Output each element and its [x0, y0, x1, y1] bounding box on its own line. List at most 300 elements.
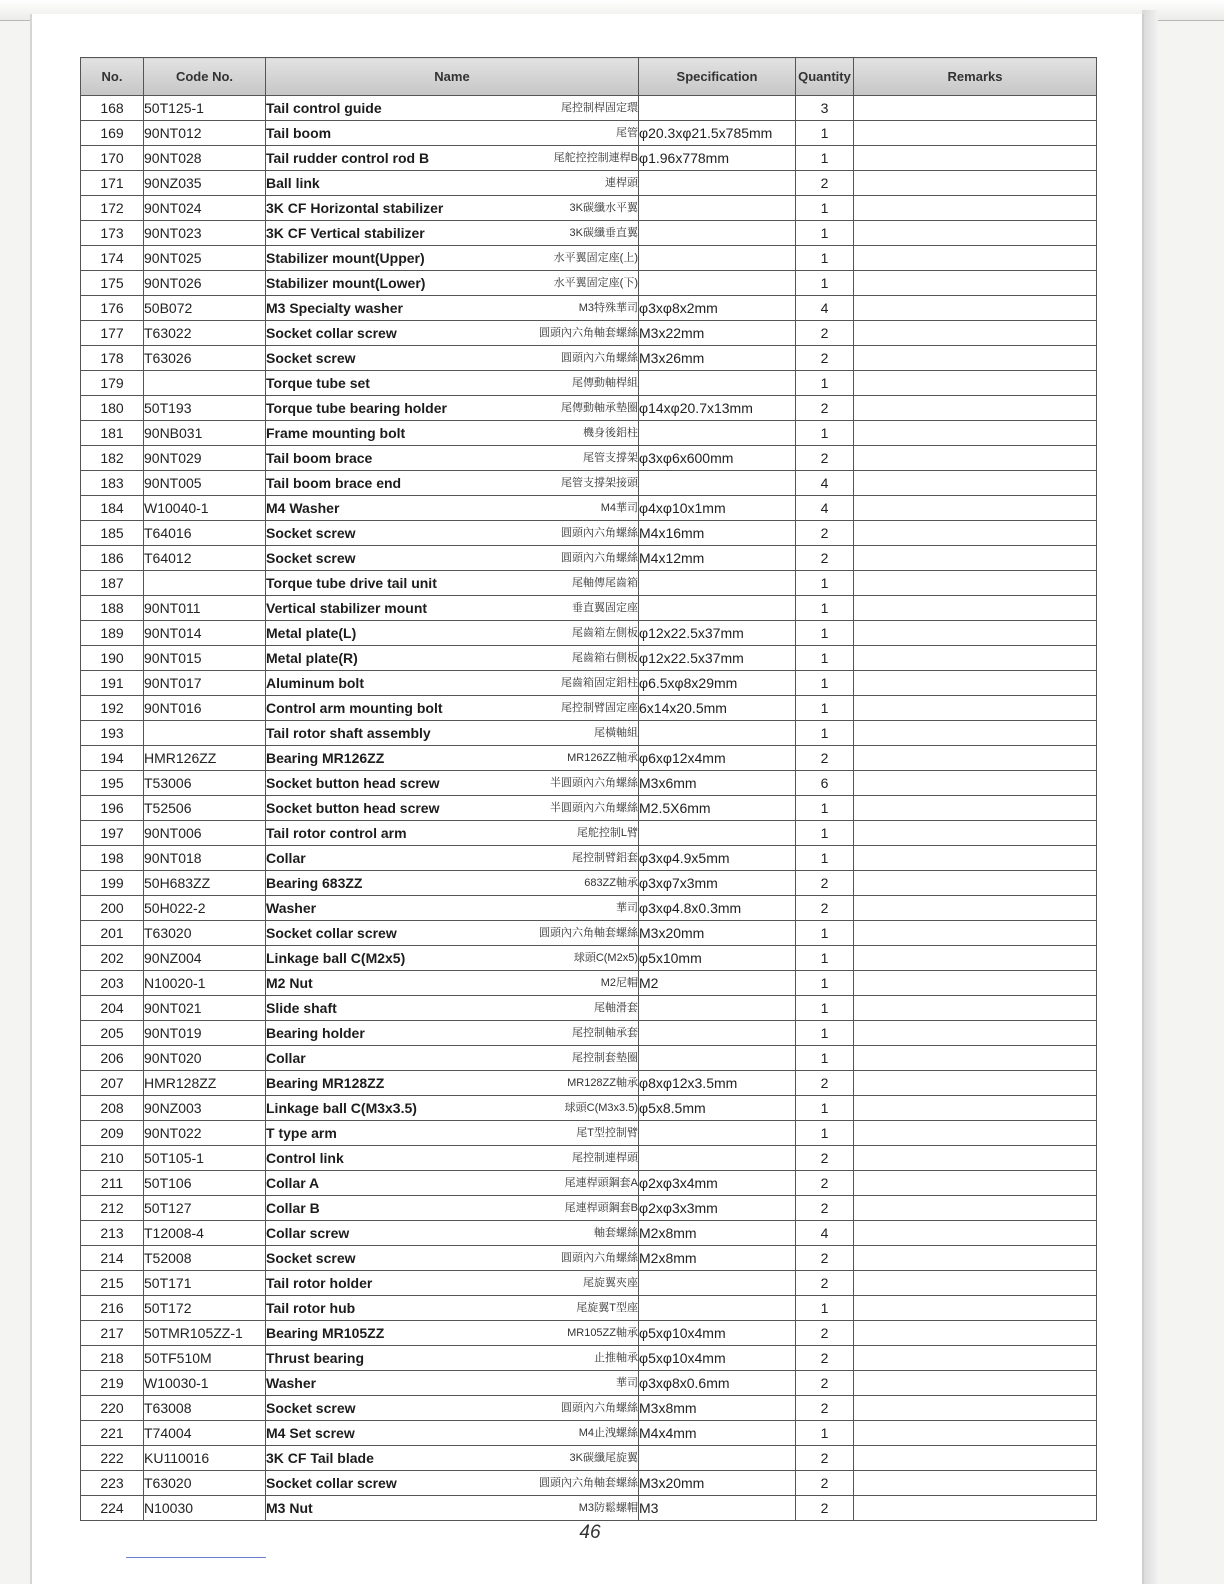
part-name-chinese: 3K碳纖尾旋翼: [569, 1452, 638, 1464]
cell-code: 90NT025: [144, 246, 266, 271]
table-row: [81, 221, 1097, 246]
part-name-chinese: 圓頭內六角螺絲: [561, 352, 638, 364]
cell-quantity: 2: [796, 871, 854, 896]
cell-code: 90NZ035: [144, 171, 266, 196]
cell-remarks: [854, 596, 1097, 621]
cell-specification: [639, 1046, 796, 1071]
cell-specification: φ12x22.5x37mm: [639, 621, 796, 646]
cell-code: 50B072: [144, 296, 266, 321]
cell-no: 210: [81, 1146, 144, 1171]
cell-specification: φ5x10mm: [639, 946, 796, 971]
cell-name: [266, 721, 639, 746]
part-name-english: Socket screw: [266, 1400, 356, 1416]
cell-code: 90NT011: [144, 596, 266, 621]
cell-code: 90NT005: [144, 471, 266, 496]
cell-remarks: [854, 971, 1097, 996]
table-row: [81, 921, 1097, 946]
cell-remarks: [854, 1271, 1097, 1296]
table-row: [81, 821, 1097, 846]
part-name-chinese: 尾橫軸組: [594, 727, 638, 739]
part-name-chinese: 華司: [616, 1377, 638, 1389]
cell-code: T63020: [144, 1471, 266, 1496]
parts-table: [80, 57, 1097, 1521]
cell-quantity: 1: [796, 271, 854, 296]
cell-specification: M3x8mm: [639, 1396, 796, 1421]
cell-no: 196: [81, 796, 144, 821]
cell-remarks: [854, 546, 1097, 571]
table-row: [81, 546, 1097, 571]
cell-name: [266, 946, 639, 971]
part-name-chinese: 尾連桿頭鋼套A: [564, 1177, 638, 1189]
table-row: [81, 846, 1097, 871]
cell-code: 90NT020: [144, 1046, 266, 1071]
header-quantity: Quantity: [796, 58, 854, 96]
cell-name: [266, 696, 639, 721]
cell-name: [266, 1121, 639, 1146]
table-row: [81, 696, 1097, 721]
cell-code: T63022: [144, 321, 266, 346]
cell-name: [266, 171, 639, 196]
cell-name: [266, 1221, 639, 1246]
cell-remarks: [854, 346, 1097, 371]
cell-code: 90NB031: [144, 421, 266, 446]
cell-remarks: [854, 1071, 1097, 1096]
cell-quantity: 1: [796, 946, 854, 971]
cell-remarks: [854, 471, 1097, 496]
part-name-english: Bearing 683ZZ: [266, 875, 363, 891]
cell-name: [266, 921, 639, 946]
table-row: [81, 646, 1097, 671]
cell-no: 198: [81, 846, 144, 871]
cell-quantity: 2: [796, 546, 854, 571]
cell-name: [266, 1471, 639, 1496]
table-row: [81, 521, 1097, 546]
cell-no: 169: [81, 121, 144, 146]
cell-code: 90NT016: [144, 696, 266, 721]
part-name-chinese: 尾旋翼T型座: [576, 1302, 638, 1314]
part-name-chinese: 683ZZ軸承: [584, 877, 638, 889]
cell-no: 191: [81, 671, 144, 696]
cell-name: [266, 746, 639, 771]
table-row: [81, 1146, 1097, 1171]
table-row: [81, 1046, 1097, 1071]
cell-quantity: 1: [796, 721, 854, 746]
cell-remarks: [854, 1396, 1097, 1421]
cell-specification: φ5xφ10x4mm: [639, 1346, 796, 1371]
cell-specification: φ1.96x778mm: [639, 146, 796, 171]
cell-no: 172: [81, 196, 144, 221]
cell-no: 199: [81, 871, 144, 896]
table-row: [81, 1196, 1097, 1221]
part-name-english: Collar: [266, 1050, 306, 1066]
cell-remarks: [854, 446, 1097, 471]
cell-no: 185: [81, 521, 144, 546]
cell-code: 50T171: [144, 1271, 266, 1296]
cell-no: 188: [81, 596, 144, 621]
cell-name: [266, 1146, 639, 1171]
part-name-chinese: 球頭C(M3x3.5): [564, 1102, 638, 1114]
part-name-chinese: 尾傳動軸桿組: [572, 377, 638, 389]
part-name-chinese: 圓頭內六角螺絲: [561, 1402, 638, 1414]
cell-quantity: 4: [796, 496, 854, 521]
part-name-chinese: 半圓頭內六角螺絲: [550, 802, 638, 814]
cell-no: 211: [81, 1171, 144, 1196]
cell-quantity: 1: [796, 921, 854, 946]
part-name-english: Socket collar screw: [266, 1475, 397, 1491]
cell-name: [266, 1046, 639, 1071]
cell-code: HMR126ZZ: [144, 746, 266, 771]
table-row: [81, 896, 1097, 921]
part-name-english: Linkage ball C(M2x5): [266, 950, 406, 966]
cell-specification: [639, 1121, 796, 1146]
table-row: [81, 1071, 1097, 1096]
part-name-chinese: MR128ZZ軸承: [567, 1077, 638, 1089]
cell-quantity: 2: [796, 1196, 854, 1221]
cell-remarks: [854, 946, 1097, 971]
cell-remarks: [854, 646, 1097, 671]
cell-quantity: 2: [796, 1396, 854, 1421]
part-name-chinese: 尾齒箱右側板: [572, 652, 638, 664]
cell-no: 220: [81, 1396, 144, 1421]
cell-remarks: [854, 571, 1097, 596]
cell-quantity: 1: [796, 596, 854, 621]
cell-no: 193: [81, 721, 144, 746]
cell-specification: φ5xφ10x4mm: [639, 1321, 796, 1346]
part-name-english: M4 Washer: [266, 500, 340, 516]
part-name-chinese: 尾旋翼夾座: [583, 1277, 638, 1289]
cell-specification: φ14xφ20.7x13mm: [639, 396, 796, 421]
cell-specification: φ3xφ7x3mm: [639, 871, 796, 896]
page-number: 46: [579, 1522, 601, 1543]
cell-quantity: 2: [796, 1446, 854, 1471]
cell-specification: [639, 1146, 796, 1171]
cell-no: 192: [81, 696, 144, 721]
part-name-english: Bearing holder: [266, 1025, 365, 1041]
cell-quantity: 1: [796, 1296, 854, 1321]
cell-quantity: 2: [796, 171, 854, 196]
cell-quantity: 1: [796, 971, 854, 996]
part-name-chinese: 圓頭內六角螺絲: [561, 1252, 638, 1264]
part-name-english: Vertical stabilizer mount: [266, 600, 428, 616]
cell-no: 177: [81, 321, 144, 346]
cell-remarks: [854, 171, 1097, 196]
part-name-english: Socket collar screw: [266, 925, 397, 941]
cell-name: [266, 1271, 639, 1296]
part-name-english: Tail rotor holder: [266, 1275, 373, 1291]
cell-code: 90NT019: [144, 1021, 266, 1046]
cell-remarks: [854, 1246, 1097, 1271]
cell-name: [266, 446, 639, 471]
cell-quantity: 1: [796, 796, 854, 821]
cell-remarks: [854, 121, 1097, 146]
cell-name: [266, 671, 639, 696]
cell-name: [266, 521, 639, 546]
part-name-chinese: 止推軸承: [594, 1352, 638, 1364]
table-row: [81, 446, 1097, 471]
cell-name: [266, 796, 639, 821]
part-name-chinese: 尾齒箱左側板: [572, 627, 638, 639]
table-row: [81, 746, 1097, 771]
cell-specification: [639, 421, 796, 446]
part-name-chinese: 尾控制軸承套: [572, 1027, 638, 1039]
cell-remarks: [854, 496, 1097, 521]
part-name-chinese: 3K碳纖水平翼: [569, 202, 638, 214]
part-name-chinese: 軸套螺絲: [594, 1227, 638, 1239]
part-name-english: Thrust bearing: [266, 1350, 365, 1366]
part-name-english: Collar B: [266, 1200, 320, 1216]
cell-remarks: [854, 1196, 1097, 1221]
cell-remarks: [854, 771, 1097, 796]
cell-quantity: 1: [796, 146, 854, 171]
cell-quantity: 2: [796, 396, 854, 421]
part-name-chinese: 圓頭內六角軸套螺絲: [539, 327, 638, 339]
cell-remarks: [854, 271, 1097, 296]
cell-quantity: 1: [796, 246, 854, 271]
part-name-english: Aluminum bolt: [266, 675, 364, 691]
part-name-english: Bearing MR105ZZ: [266, 1325, 385, 1341]
cell-name: [266, 1171, 639, 1196]
part-name-english: Control arm mounting bolt: [266, 700, 443, 716]
cell-quantity: 2: [796, 1146, 854, 1171]
cell-specification: [639, 1296, 796, 1321]
part-name-english: Tail control guide: [266, 100, 382, 116]
table-row: [81, 721, 1097, 746]
cell-specification: M4x16mm: [639, 521, 796, 546]
header-name: Name: [266, 58, 639, 96]
cell-specification: [639, 1021, 796, 1046]
part-name-english: Socket collar screw: [266, 325, 397, 341]
cell-specification: M3x20mm: [639, 1471, 796, 1496]
cell-quantity: 2: [796, 1346, 854, 1371]
cell-code: 90NT006: [144, 821, 266, 846]
cell-name: [266, 996, 639, 1021]
part-name-english: Stabilizer mount(Upper): [266, 250, 425, 266]
cell-specification: [639, 271, 796, 296]
cell-code: W10040-1: [144, 496, 266, 521]
cell-name: [266, 1071, 639, 1096]
cell-quantity: 4: [796, 1221, 854, 1246]
cell-name: [266, 1246, 639, 1271]
cell-no: 214: [81, 1246, 144, 1271]
part-name-chinese: M3特殊華司: [578, 302, 638, 314]
cell-name: [266, 571, 639, 596]
part-name-chinese: 機身後鋁柱: [583, 427, 638, 439]
cell-remarks: [854, 921, 1097, 946]
cell-remarks: [854, 246, 1097, 271]
table-row: [81, 1096, 1097, 1121]
part-name-chinese: 尾控制連桿頭: [572, 1152, 638, 1164]
cell-remarks: [854, 1446, 1097, 1471]
cell-code: 90NT028: [144, 146, 266, 171]
table-row: [81, 421, 1097, 446]
table-row: [81, 1171, 1097, 1196]
part-name-chinese: 尾控制臂鋁套: [572, 852, 638, 864]
part-name-english: Socket button head screw: [266, 775, 440, 791]
table-row: [81, 771, 1097, 796]
cell-name: [266, 1496, 639, 1521]
cell-quantity: 1: [796, 371, 854, 396]
part-name-english: M3 Specialty washer: [266, 300, 403, 316]
cell-specification: M2x8mm: [639, 1221, 796, 1246]
cell-no: 183: [81, 471, 144, 496]
cell-specification: M3: [639, 1496, 796, 1521]
cell-remarks: [854, 371, 1097, 396]
cell-quantity: 1: [796, 571, 854, 596]
part-name-english: 3K CF Horizontal stabilizer: [266, 200, 444, 216]
part-name-chinese: 尾管支撐架接頭: [561, 477, 638, 489]
table-row: [81, 621, 1097, 646]
cell-no: 205: [81, 1021, 144, 1046]
cell-remarks: [854, 896, 1097, 921]
part-name-chinese: 圓頭內六角螺絲: [561, 527, 638, 539]
cell-code: T74004: [144, 1421, 266, 1446]
cell-quantity: 2: [796, 1471, 854, 1496]
cell-no: 221: [81, 1421, 144, 1446]
cell-no: 186: [81, 546, 144, 571]
cell-code: T64012: [144, 546, 266, 571]
cell-quantity: 2: [796, 521, 854, 546]
cell-code: T63008: [144, 1396, 266, 1421]
cell-specification: φ2xφ3x3mm: [639, 1196, 796, 1221]
cell-no: 217: [81, 1321, 144, 1346]
part-name-english: Metal plate(L): [266, 625, 357, 641]
cell-specification: M3x26mm: [639, 346, 796, 371]
cell-quantity: 1: [796, 646, 854, 671]
part-name-english: Ball link: [266, 175, 320, 191]
cell-specification: M2: [639, 971, 796, 996]
cell-name: [266, 1021, 639, 1046]
cell-remarks: [854, 746, 1097, 771]
part-name-english: Tail boom: [266, 125, 332, 141]
cell-specification: φ3xφ6x600mm: [639, 446, 796, 471]
table-row: [81, 596, 1097, 621]
cell-specification: [639, 996, 796, 1021]
cell-name: [266, 596, 639, 621]
part-name-english: M2 Nut: [266, 975, 313, 991]
cell-code: 50T193: [144, 396, 266, 421]
cell-no: 190: [81, 646, 144, 671]
cell-name: [266, 621, 639, 646]
table-row: [81, 1471, 1097, 1496]
cell-specification: M2.5X6mm: [639, 796, 796, 821]
part-name-english: Tail boom brace end: [266, 475, 402, 491]
page-edge-shadow: [1142, 10, 1158, 1584]
cell-code: 90NT024: [144, 196, 266, 221]
cell-remarks: [854, 1046, 1097, 1071]
cell-name: [266, 846, 639, 871]
cell-specification: M4x12mm: [639, 546, 796, 571]
part-name-chinese: 尾管支撐架: [583, 452, 638, 464]
cell-code: 90NT022: [144, 1121, 266, 1146]
table-row: [81, 496, 1097, 521]
part-name-chinese: 尾T型控制臂: [576, 1127, 638, 1139]
cell-quantity: 1: [796, 821, 854, 846]
cell-code: 50T106: [144, 1171, 266, 1196]
table-row: [81, 1396, 1097, 1421]
cell-remarks: [854, 696, 1097, 721]
cell-quantity: 1: [796, 1096, 854, 1121]
part-name-english: Socket screw: [266, 1250, 356, 1266]
cell-name: [266, 896, 639, 921]
cell-no: 219: [81, 1371, 144, 1396]
cell-specification: [639, 721, 796, 746]
cell-remarks: [854, 96, 1097, 121]
table-row: [81, 1321, 1097, 1346]
cell-no: 194: [81, 746, 144, 771]
header-remarks: Remarks: [854, 58, 1097, 96]
part-name-chinese: 連桿頭: [605, 177, 638, 189]
cell-no: 179: [81, 371, 144, 396]
cell-name: [266, 146, 639, 171]
cell-specification: M3x20mm: [639, 921, 796, 946]
part-name-chinese: 尾連桿頭鋼套B: [564, 1202, 638, 1214]
cell-name: [266, 1196, 639, 1221]
table-row: [81, 346, 1097, 371]
cell-code: N10020-1: [144, 971, 266, 996]
table-row: [81, 96, 1097, 121]
part-name-chinese: 尾傳動軸承墊圈: [561, 402, 638, 414]
table-row: [81, 1271, 1097, 1296]
cell-name: [266, 396, 639, 421]
cell-specification: φ3xφ4.8x0.3mm: [639, 896, 796, 921]
cell-remarks: [854, 821, 1097, 846]
cell-remarks: [854, 221, 1097, 246]
cell-code: 50T172: [144, 1296, 266, 1321]
cell-specification: [639, 571, 796, 596]
cell-no: 170: [81, 146, 144, 171]
cell-code: T63026: [144, 346, 266, 371]
cell-name: [266, 1346, 639, 1371]
cell-name: [266, 1321, 639, 1346]
cell-code: 50H022-2: [144, 896, 266, 921]
part-name-chinese: 尾舵控制L臂: [576, 827, 638, 839]
cell-no: 181: [81, 421, 144, 446]
cell-code: 90NT017: [144, 671, 266, 696]
cell-remarks: [854, 296, 1097, 321]
cell-name: [266, 1296, 639, 1321]
cell-remarks: [854, 396, 1097, 421]
cell-name: [266, 1446, 639, 1471]
cell-specification: [639, 246, 796, 271]
cell-name: [266, 421, 639, 446]
cell-specification: φ4xφ10x1mm: [639, 496, 796, 521]
cell-specification: [639, 471, 796, 496]
table-row: [81, 396, 1097, 421]
table-row: [81, 271, 1097, 296]
cell-quantity: 1: [796, 1421, 854, 1446]
part-name-english: Collar: [266, 850, 306, 866]
cell-remarks: [854, 871, 1097, 896]
cell-specification: M3x6mm: [639, 771, 796, 796]
cell-remarks: [854, 1321, 1097, 1346]
table-body: [81, 96, 1097, 1521]
cell-remarks: [854, 1171, 1097, 1196]
cell-remarks: [854, 1346, 1097, 1371]
cell-quantity: 1: [796, 196, 854, 221]
cell-specification: 6x14x20.5mm: [639, 696, 796, 721]
cell-no: 184: [81, 496, 144, 521]
cell-remarks: [854, 796, 1097, 821]
table-row: [81, 471, 1097, 496]
cell-no: 213: [81, 1221, 144, 1246]
cell-code: 50T105-1: [144, 1146, 266, 1171]
table-row: [81, 246, 1097, 271]
table-row: [81, 1021, 1097, 1046]
cell-code: T63020: [144, 921, 266, 946]
cell-no: 207: [81, 1071, 144, 1096]
cell-remarks: [854, 196, 1097, 221]
part-name-english: Torque tube drive tail unit: [266, 575, 437, 591]
